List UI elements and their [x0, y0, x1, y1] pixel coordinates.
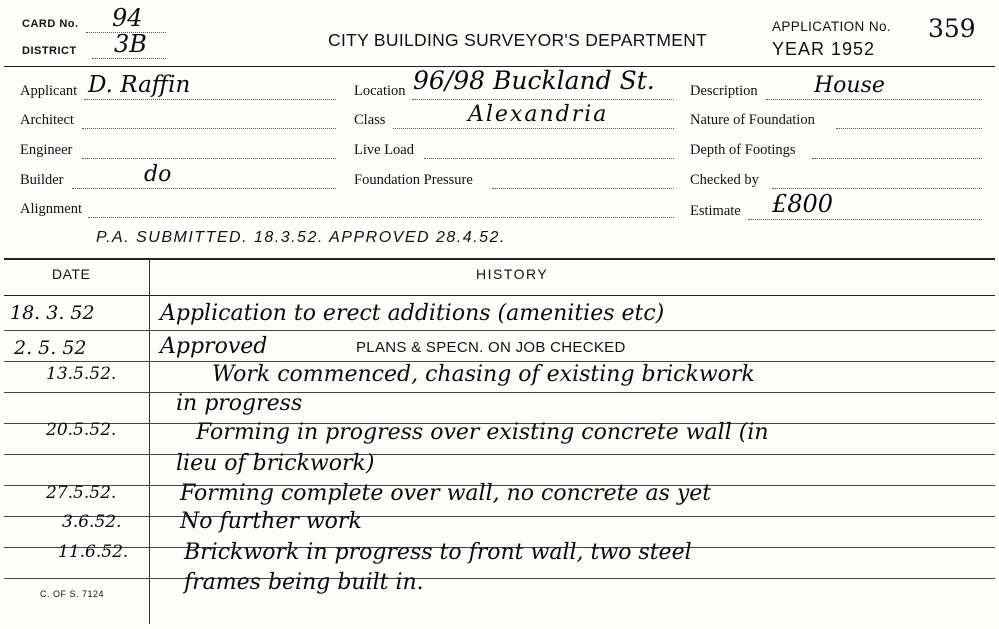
architect-label: Architect	[20, 112, 74, 128]
row-rule	[4, 392, 995, 393]
builder-line	[72, 188, 336, 189]
estimate-line	[748, 219, 982, 220]
card-no-label: CARD No.	[22, 18, 79, 30]
history-date: 27.5.52.	[46, 483, 117, 503]
live-load-label: Live Load	[354, 142, 414, 158]
depth-of-footings-label: Depth of Footings	[690, 142, 796, 158]
history-entry: Work commenced, chasing of existing brickwork	[212, 362, 755, 387]
class-value: Alexandria	[468, 102, 609, 127]
builder-value: do	[144, 162, 172, 187]
checked-by-label: Checked by	[690, 172, 759, 188]
location-label: Location	[354, 83, 406, 99]
applicant-label: Applicant	[20, 83, 78, 99]
description-line	[766, 99, 982, 100]
plans-checked-stamp: PLANS & SPECN. ON JOB CHECKED	[356, 339, 626, 356]
row-rule	[4, 578, 995, 579]
row-rule	[4, 454, 995, 455]
applicant-line	[84, 99, 336, 100]
department-title: CITY BUILDING SURVEYOR'S DEPARTMENT	[328, 30, 708, 50]
alignment-line	[88, 217, 674, 218]
description-value: House	[814, 73, 885, 98]
nature-of-foundation-label: Nature of Foundation	[690, 112, 815, 128]
engineer-line	[82, 158, 336, 159]
description-label: Description	[690, 83, 758, 99]
history-entry: Approved	[160, 334, 268, 359]
location-value: 96/98 Buckland St.	[413, 66, 655, 95]
estimate-label: Estimate	[690, 203, 741, 219]
district-label: DISTRICT	[22, 45, 77, 57]
history-entry: Application to erect additions (amenities etc)	[160, 301, 665, 326]
history-entry-continued: in progress	[176, 391, 303, 416]
history-date: 13.5.52.	[46, 364, 117, 384]
application-no-label: APPLICATION No.	[772, 19, 892, 34]
card-no-value: 94	[112, 4, 143, 32]
pa-submitted-approved: P.A. SUBMITTED. 18.3.52. APPROVED 28.4.52.	[96, 229, 506, 246]
architect-line	[82, 128, 336, 129]
row-rule	[4, 516, 995, 517]
builder-label: Builder	[20, 172, 64, 188]
history-header-rule	[4, 295, 995, 296]
row-rule	[4, 330, 995, 331]
history-entry: Forming in progress over existing concrete wall (in	[196, 420, 769, 445]
history-date: 2. 5. 52	[14, 337, 87, 359]
foundation-pressure-label: Foundation Pressure	[354, 172, 473, 188]
estimate-value: £800	[772, 190, 834, 218]
history-entry: No further work	[180, 509, 362, 534]
district-line	[92, 58, 166, 59]
history-header: HISTORY	[476, 266, 549, 282]
year-label: YEAR 1952	[772, 39, 876, 59]
application-no-value: 359	[928, 14, 976, 43]
foundation-pressure-line	[492, 188, 674, 189]
history-date: 11.6.52.	[58, 542, 129, 562]
engineer-label: Engineer	[20, 142, 73, 158]
history-entry: Brickwork in progress to front wall, two steel	[184, 540, 692, 565]
location-line	[412, 99, 674, 100]
history-date: 18. 3. 52	[10, 302, 95, 324]
date-header: DATE	[52, 266, 91, 282]
applicant-value: D. Raffin	[88, 72, 191, 98]
history-top-rule	[4, 258, 995, 260]
alignment-label: Alignment	[20, 201, 83, 217]
date-column-divider	[149, 259, 150, 624]
district-value: 3B	[114, 30, 147, 58]
checked-by-line	[772, 188, 982, 189]
history-entry-continued: frames being built in.	[184, 570, 424, 595]
history-entry: Forming complete over wall, no concrete as yet	[180, 481, 712, 506]
depth-of-footings-line	[812, 158, 982, 159]
history-date: 3.6.52.	[62, 512, 122, 532]
form-code: C. OF S. 7124	[40, 589, 105, 599]
nature-of-foundation-line	[836, 128, 982, 129]
live-load-line	[424, 158, 674, 159]
class-label: Class	[354, 112, 386, 128]
class-line	[393, 128, 674, 129]
history-date: 20.5.52.	[46, 420, 117, 440]
history-entry-continued: lieu of brickwork)	[176, 451, 375, 476]
